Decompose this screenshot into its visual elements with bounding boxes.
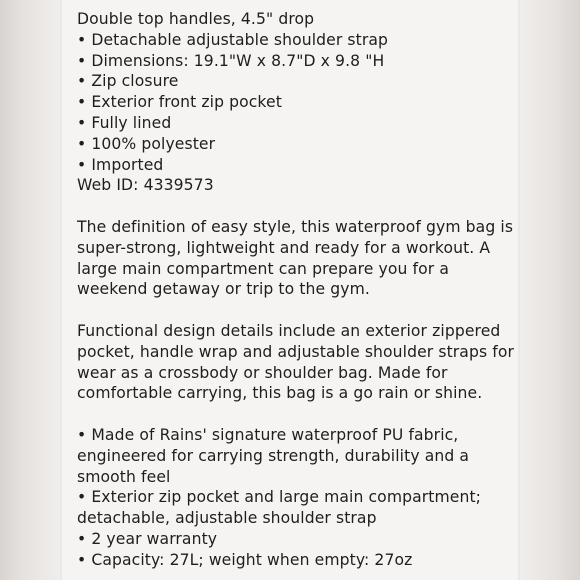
paragraph-line: super-strong, lightweight and ready for a workout. A — [77, 238, 491, 257]
spec-line: • Zip closure — [77, 72, 179, 91]
spec-line: • 100% polyester — [77, 134, 216, 153]
paragraph-line: The definition of easy style, this waterproof gym bag is — [77, 217, 514, 236]
paragraph-easy-style — [77, 217, 517, 300]
paragraph-line: Functional design details include an exterior zippered — [77, 321, 501, 340]
paragraph-line: pocket, handle wrap and adjustable shoulder straps for — [77, 342, 514, 361]
feature-line: detachable, adjustable shoulder strap — [77, 509, 377, 528]
feature-line: • 2 year warranty — [77, 529, 218, 548]
spec-line: • Detachable adjustable shoulder strap — [77, 30, 388, 49]
spec-line: • Dimensions: 19.1"W x 8.7"D x 9.8 "H — [77, 51, 385, 70]
feature-line: • Exterior zip pocket and large main compartment; — [77, 488, 482, 507]
feature-line: • Made of Rains' signature waterproof PU fabric, — [77, 425, 459, 444]
feature-line: smooth feel — [77, 467, 171, 486]
spec-list — [77, 9, 517, 196]
product-description-text — [77, 9, 517, 571]
feature-line: engineered for carrying strength, durability and a — [77, 446, 470, 465]
spec-line: • Exterior front zip pocket — [77, 93, 282, 112]
right-shadow-edge — [520, 0, 580, 580]
paragraph-gap — [77, 404, 517, 425]
feature-list — [77, 425, 517, 571]
feature-line: • Capacity: 27L; weight when empty: 27oz — [77, 550, 413, 569]
description-panel — [62, 0, 518, 580]
paragraph-line: large main compartment can prepare you for a — [77, 259, 449, 278]
spec-line: • Fully lined — [77, 113, 172, 132]
spec-line: • Imported — [77, 155, 164, 174]
web-id-line: Web ID: 4339573 — [77, 176, 214, 195]
paragraph-gap — [77, 300, 517, 321]
spec-line: Double top handles, 4.5" drop — [77, 10, 315, 28]
paragraph-line: comfortable carrying, this bag is a go rain or shine. — [77, 384, 483, 403]
paragraph-functional-design — [77, 321, 517, 404]
paragraph-line: weekend getaway or trip to the gym. — [77, 280, 370, 299]
paragraph-line: wear as a crossbody or shoulder bag. Made for — [77, 363, 448, 382]
left-shadow-edge — [0, 0, 60, 580]
paragraph-gap — [77, 196, 517, 217]
